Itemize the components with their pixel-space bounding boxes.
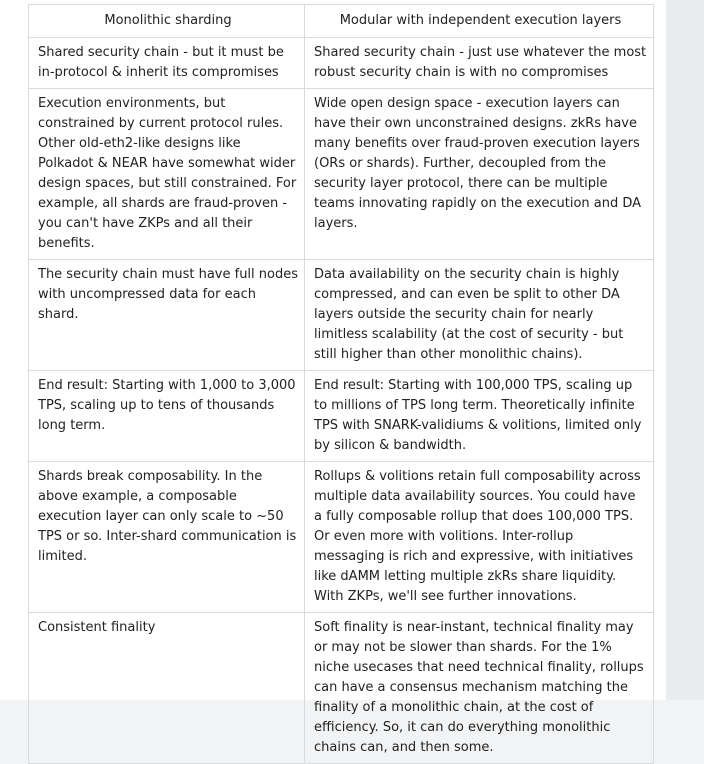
table-row-throughput xyxy=(29,371,654,462)
header-monolithic-sharding: Monolithic sharding xyxy=(29,5,305,38)
cell-modular-design-space: Wide open design space - execution layers can have their own unconstrained designs. zkRs have many benefits over fraud-proven execution layers (ORs or shards). Further, decoupled from the security layer protocol, there can be multiple teams innovating rapidly on the execution and DA layers. xyxy=(305,89,654,260)
cell-modular-data: Data availability on the security chain is highly compressed, and can even be split to other DA layers outside the security chain for nearly limitless scalability (at the cost of security - but still higher than other monolithic chains). xyxy=(305,260,654,371)
table-row-composability xyxy=(29,462,654,613)
cell-monolithic-finality: Consistent finality xyxy=(29,613,305,764)
table-row-security-chain xyxy=(29,38,654,89)
table-row-data-availability xyxy=(29,260,654,371)
cell-modular-composability: Rollups & volitions retain full composability across multiple data availability sources. You could have a fully composable rollup that does 100,000 TPS. Or even more with volitions. Inter-rollup messaging is rich and expressive, with initiatives like dAMM letting multiple zkRs share liquidity. With ZKPs, we'll see further innovations. xyxy=(305,462,654,613)
cell-monolithic-composability: Shards break composability. In the above example, a composable execution layer can only scale to ~50 TPS or so. Inter-shard communication is limited. xyxy=(29,462,305,613)
cell-monolithic-data: The security chain must have full nodes with uncompressed data for each shard. xyxy=(29,260,305,371)
side-panel-background xyxy=(666,0,704,700)
cell-modular-security: Shared security chain - just use whatever the most robust security chain is with no compromises xyxy=(305,38,654,89)
cell-modular-finality: Soft finality is near-instant, technical finality may or may not be slower than shards. For the 1% niche usecases that need technical finality, rollups can have a consensus mechanism matching the finality of a monolithic chain, at the cost of efficiency. So, it can do everything monolithic chains can, and then some. xyxy=(305,613,654,764)
cell-modular-throughput: End result: Starting with 100,000 TPS, scaling up to millions of TPS long term. Theoretically infinite TPS with SNARK-validiums & volitions, limited only by silicon & bandwidth. xyxy=(305,371,654,462)
cell-monolithic-design-space: Execution environments, but constrained by current protocol rules. Other old-eth2-like designs like Polkadot & NEAR have somewhat wider design spaces, but still constrained. For example, all shards are fraud-proven - you can't have ZKPs and all their benefits. xyxy=(29,89,305,260)
table-header-row xyxy=(29,5,654,38)
table-row-finality xyxy=(29,613,654,764)
cell-monolithic-throughput: End result: Starting with 1,000 to 3,000 TPS, scaling up to tens of thousands long term. xyxy=(29,371,305,462)
table-row-design-space xyxy=(29,89,654,260)
cell-monolithic-security: Shared security chain - but it must be in-protocol & inherit its compromises xyxy=(29,38,305,89)
comparison-table xyxy=(28,4,654,764)
header-modular-execution-layers: Modular with independent execution layers xyxy=(305,5,654,38)
